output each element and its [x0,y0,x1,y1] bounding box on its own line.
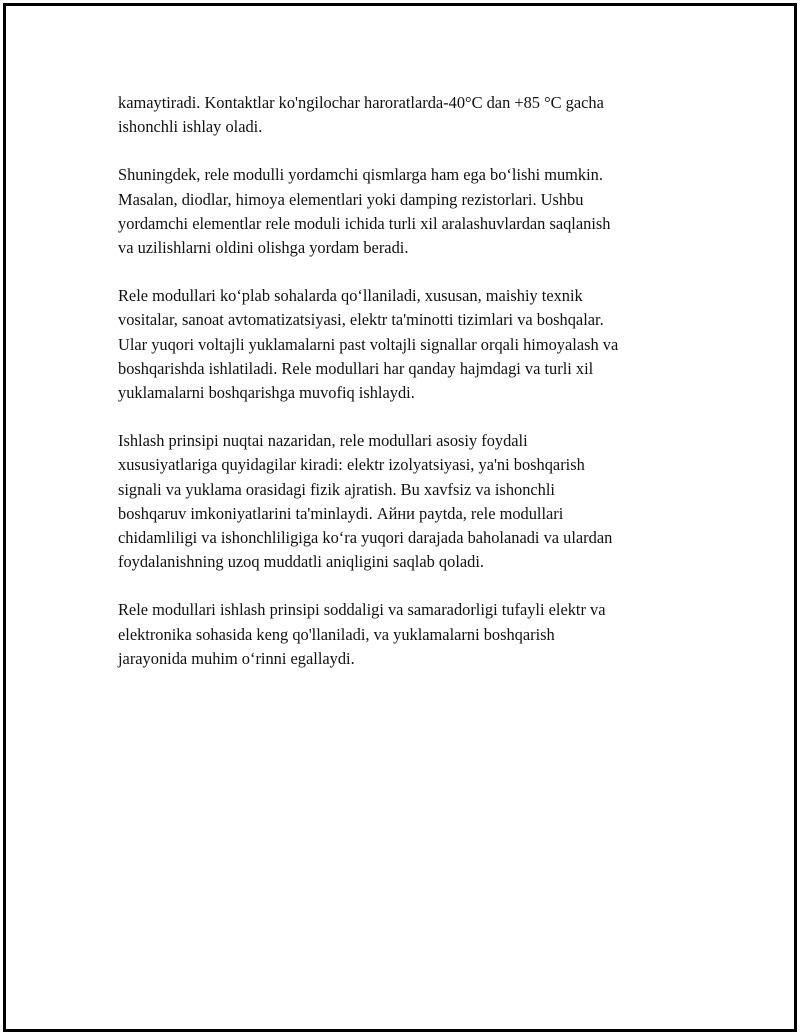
document-body [118,91,698,695]
paragraph-temperature-range: kamaytiradi. Kontaktlar ko'ngilochar haroratlarda-40°C dan +85 °C gacha ishonchli ishlay oladi. [118,93,604,137]
paragraph-conclusion: Rele modullari ishlash prinsipi soddaligi va samaradorligi tufayli elektr va elektronika sohasida keng qo'llaniladi, va yuklamalarni boshqarish jarayonida muhim o‘rinni egallaydi. [118,600,606,668]
paragraph-auxiliary-elements: Shuningdek, rele modulli yordamchi qismlarga ham ega bo‘lishi mumkin. Masalan, diodlar, himoya elementlari yoki damping rezistorlari. Ushbu yordamchi elementlar rele moduli ichida turli xil aralashuvlardan saqlanish va uzilishlarni oldini olishga yordam beradi. [118,165,611,258]
paragraph-operating-principle: Ishlash prinsipi nuqtai nazaridan, rele modullari asosiy foydali xususiyatlariga quyidagilar kiradi: elektr izolyatsiyasi, ya'ni boshqarish signali va yuklama orasidagi fizik ajratish. Bu xavfsiz va ishonchli boshqaruv imkoniyatlarini ta'minlaydi. Айни paytda, rele modullari chidamliligi va ishonchliligiga ko‘ra yuqori darajada baholanadi va ulardan foydalanishning uzoq muddatli aniqligini saqlab qoladi. [118,431,613,572]
paragraph-applications: Rele modullari ko‘plab sohalarda qo‘llaniladi, xususan, maishiy texnik vositalar, sanoat avtomatizatsiyasi, elektr ta'minotti tizimlari va boshqalar. Ular yuqori voltajli yuklamalarni past voltajli signallar orqali himoyalash va boshqarishda ishlatiladi. Rele modullari har qanday hajmdagi va turli xil yuklamalarni boshqarishga muvofiq ishlaydi. [118,286,619,403]
